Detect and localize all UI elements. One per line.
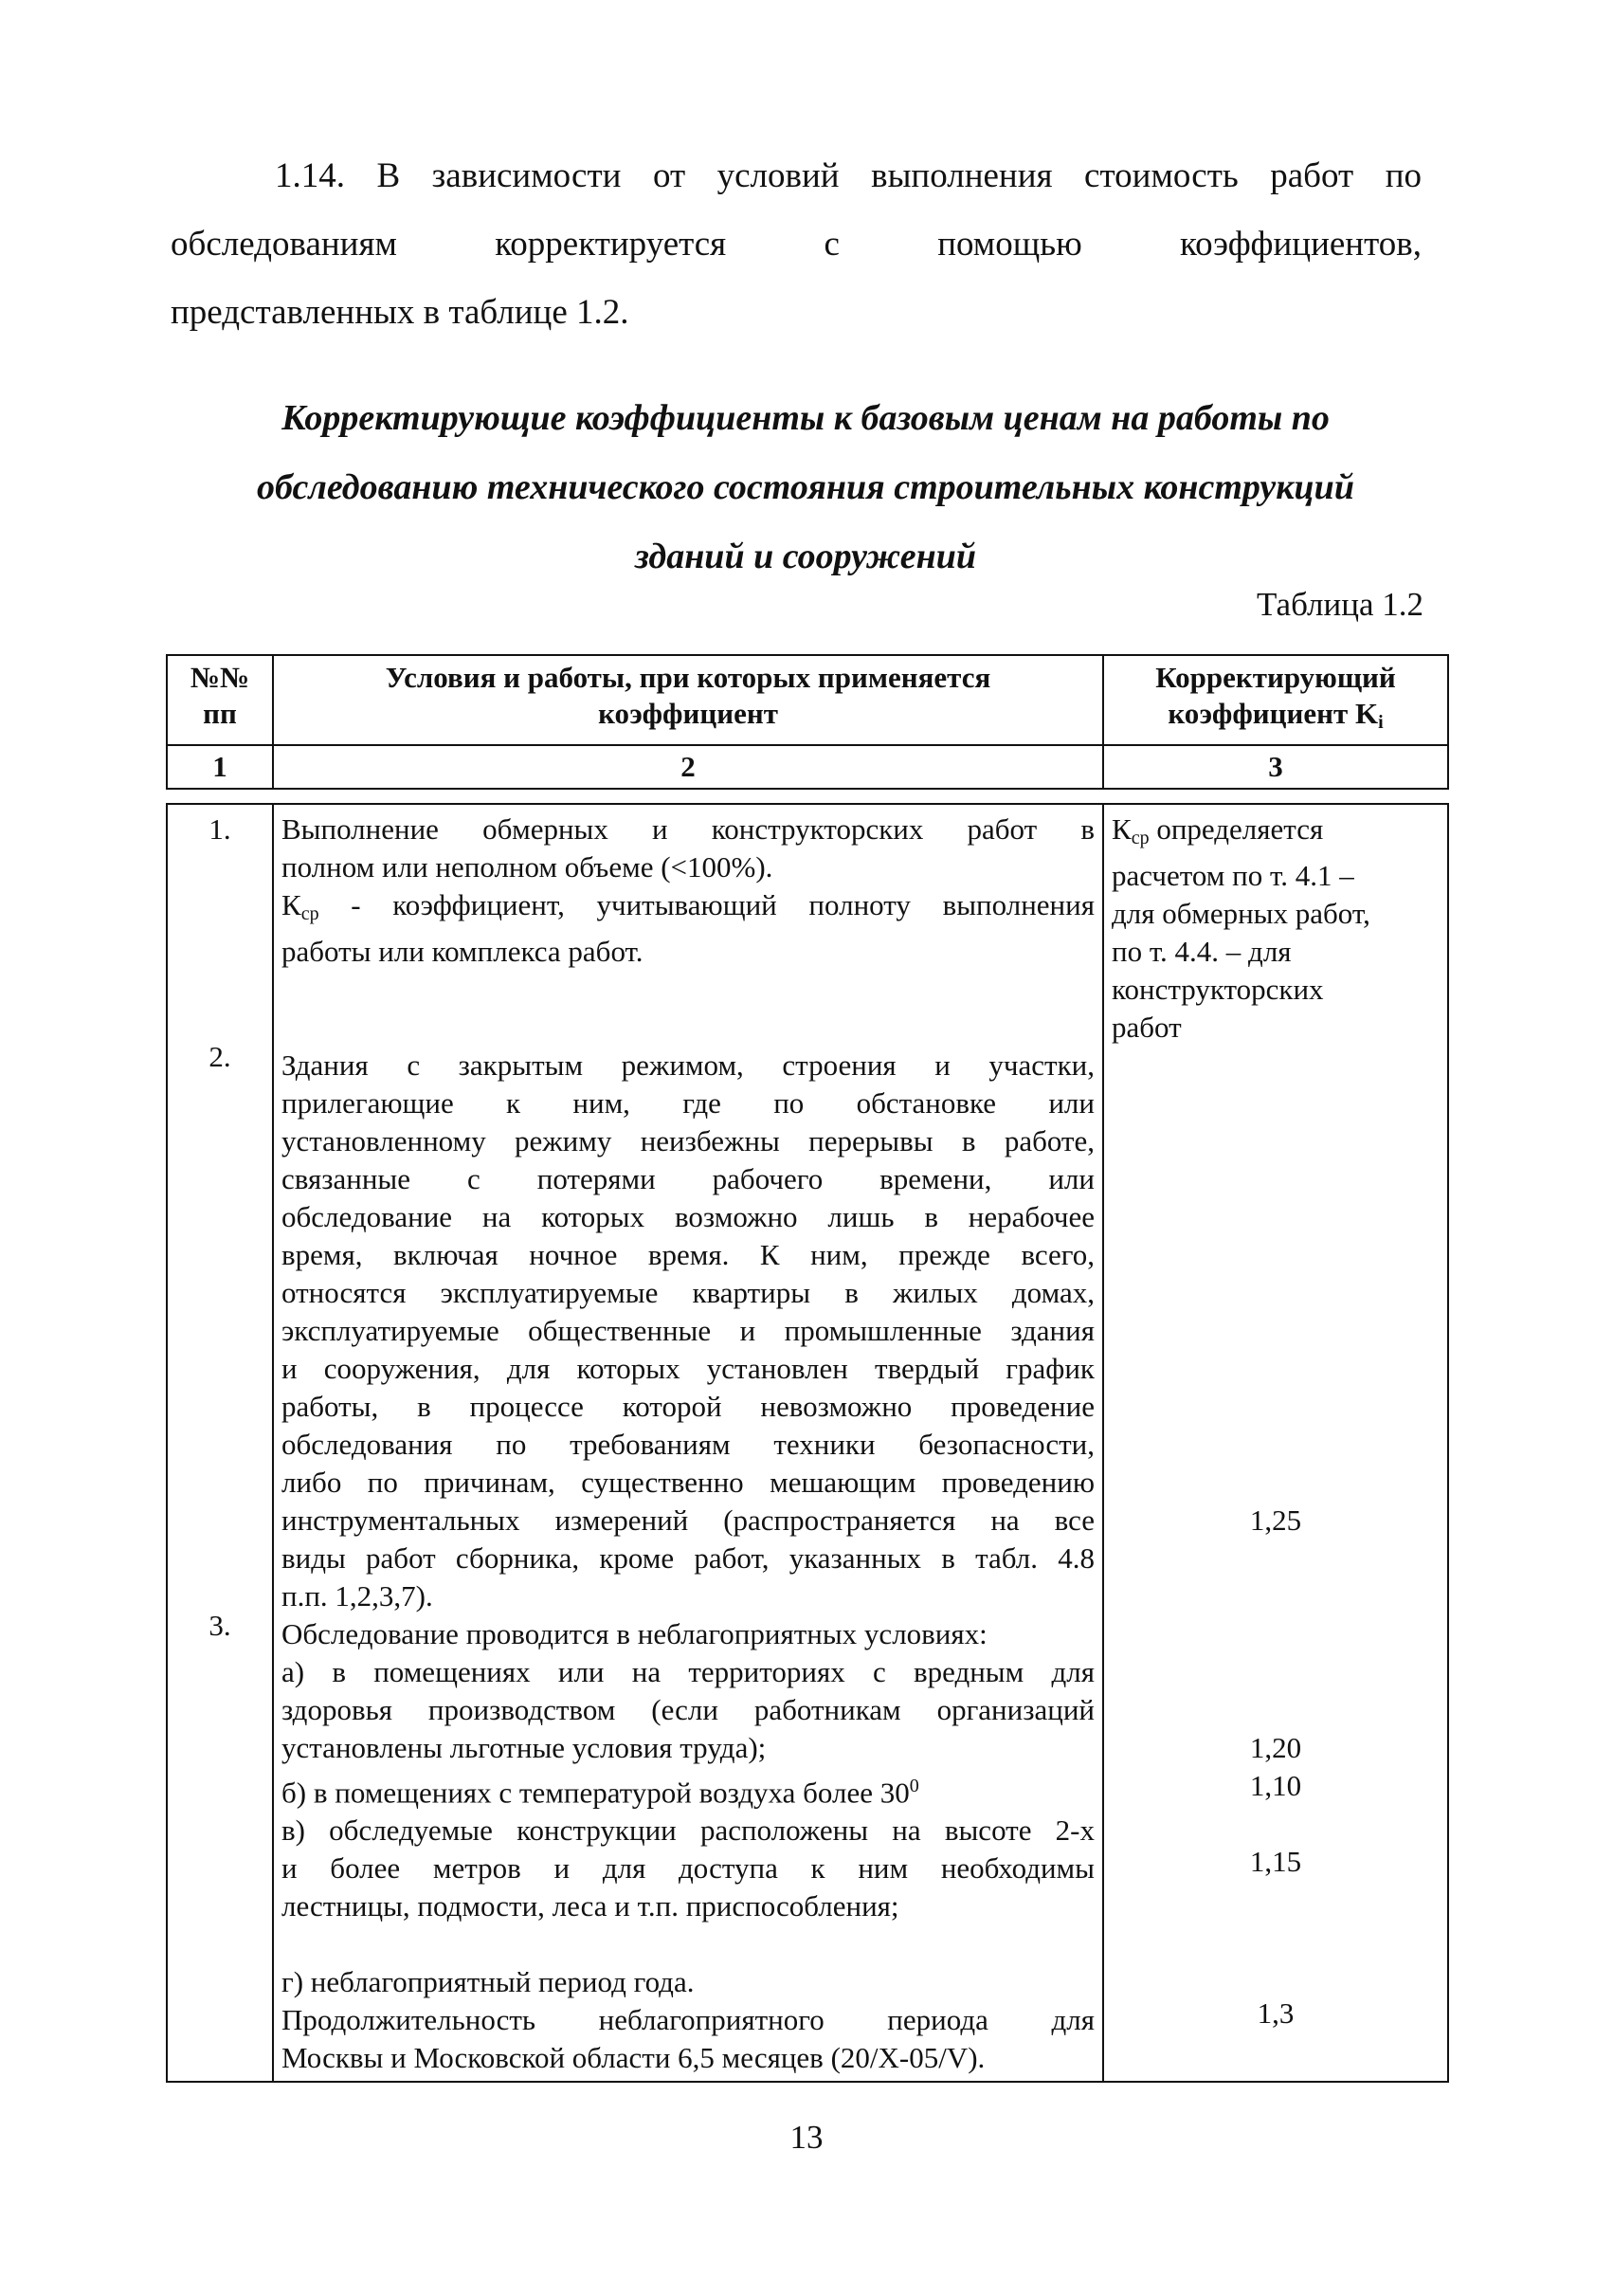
row-number: 1. xyxy=(208,812,231,846)
table-label: Таблица 1.2 xyxy=(1257,586,1423,623)
intro-line: представленных в таблице 1.2. xyxy=(171,293,629,332)
heading-line: обследованию технического состояния строительных конструкций xyxy=(257,467,1354,507)
condition-line: Обследование проводится в неблагоприятных условиях: xyxy=(281,1617,988,1650)
intro-paragraph xyxy=(171,142,1422,347)
coefficient-value: 1,25 xyxy=(1249,1503,1302,1537)
header-col-number: №№ пп xyxy=(167,655,273,745)
coefficient-value: 1,15 xyxy=(1249,1845,1302,1878)
condition-line: связанные с потерями рабочего времени, или xyxy=(281,1162,1095,1195)
header-col-conditions: Условия и работы, при которых применяется коэффициент xyxy=(273,655,1103,745)
condition-line: лестницы, подмости, леса и т.п. приспособления; xyxy=(281,1889,899,1923)
condition-line: инструментальных измерений (распространяется на все xyxy=(281,1503,1095,1537)
coefficients-cell xyxy=(1103,804,1448,2082)
column-number: 3 xyxy=(1103,745,1448,789)
condition-line: Выполнение обмерных и конструкторских работ в xyxy=(281,812,1095,846)
column-number: 2 xyxy=(273,745,1103,789)
column-number-row xyxy=(167,745,1448,789)
row-number: 2. xyxy=(208,1040,231,1073)
coefficient-value: 1,10 xyxy=(1249,1769,1302,1802)
condition-line: п.п. 1,2,3,7). xyxy=(281,1579,433,1613)
coefficient-text: работ xyxy=(1112,1011,1182,1044)
condition-line: $К_{ср}$ - коэффициент, учитывающий полноту выполнения xyxy=(281,888,1095,924)
condition-line: работы или комплекса работ. xyxy=(281,935,643,968)
column-number: 1 xyxy=(167,745,273,789)
condition-line: эксплуатируемые общественные и промышленные здания xyxy=(281,1314,1095,1347)
coefficient-text: для обмерных работ, xyxy=(1112,897,1370,930)
heading-line: Корректирующие коэффициенты к базовым ценам на работы по xyxy=(281,398,1330,438)
row-number: 3. xyxy=(208,1609,231,1642)
header-col-coefficient: Корректирующий коэффициент $K_i$ xyxy=(1103,655,1448,745)
page-number: 13 xyxy=(789,2119,824,2156)
condition-line: Здания с закрытым режимом, строения и участки, xyxy=(281,1048,1095,1082)
condition-line: работы, в процессе которой невозможно проведение xyxy=(281,1390,1095,1423)
condition-line: и сооружения, для которых установлен твердый график xyxy=(281,1352,1095,1385)
condition-line: установленному режиму неизбежны перерывы в работе, xyxy=(281,1124,1095,1157)
conditions-cell xyxy=(273,804,1103,2082)
condition-line: относятся эксплуатируемые квартиры в жилых домах, xyxy=(281,1276,1095,1309)
coefficient-text: по т. 4.4. – для xyxy=(1112,935,1292,968)
condition-line: обследования по требованиям техники безопасности, xyxy=(281,1428,1095,1461)
intro-line: обследованиям корректируется с помощью коэффициентов, xyxy=(171,225,1422,264)
condition-line: Продолжительность неблагоприятного периода для xyxy=(281,2003,1095,2037)
table-header-row xyxy=(167,655,1448,745)
condition-line: в) обследуемые конструкции расположены на высоте 2-х xyxy=(281,1813,1095,1848)
heading-line: зданий и сооружений xyxy=(635,537,976,576)
intro-line: 1.14. В зависимости от условий выполнения стоимость работ по xyxy=(275,156,1422,195)
condition-line: обследование на которых возможно лишь в нерабочее xyxy=(281,1200,1095,1233)
table-row xyxy=(167,804,1448,2082)
condition-line: полном или неполном объеме (<100%). xyxy=(281,850,773,884)
condition-line: г) неблагоприятный период года. xyxy=(281,1965,695,1999)
coefficient-value: 1,3 xyxy=(1257,1996,1295,2030)
coefficient-text: расчетом по т. 4.1 – xyxy=(1112,859,1354,892)
condition-line: а) в помещениях или на территориях с вредным для xyxy=(281,1655,1095,1688)
row-numbers-cell xyxy=(167,804,273,2082)
coefficient-value: 1,20 xyxy=(1249,1731,1302,1764)
table-heading xyxy=(152,384,1459,592)
condition-line: прилегающие к ним, где по обстановке или xyxy=(281,1086,1095,1120)
coefficient-text: $К_{ср}$ определяется xyxy=(1112,812,1324,848)
condition-line: здоровья производством (если работникам организаций xyxy=(281,1693,1095,1726)
condition-line: Москвы и Московской области 6,5 месяцев (20/X-05/V). xyxy=(281,2041,986,2075)
condition-line: и более метров и для доступа к ним необходимы xyxy=(281,1851,1095,1886)
condition-line: время, включая ночное время. К ним, прежде всего, xyxy=(281,1238,1095,1271)
condition-line: б) в помещениях с температурой воздуха более $30^0$ xyxy=(281,1776,919,1810)
condition-line: либо по причинам, существенно мешающим проведению xyxy=(281,1466,1095,1499)
condition-line: виды работ сборника, кроме работ, указанных в табл. 4.8 xyxy=(281,1541,1095,1575)
condition-line: установлены льготные условия труда); xyxy=(281,1731,767,1764)
coefficients-table xyxy=(166,654,1449,2083)
coefficient-text: конструкторских xyxy=(1112,973,1324,1006)
